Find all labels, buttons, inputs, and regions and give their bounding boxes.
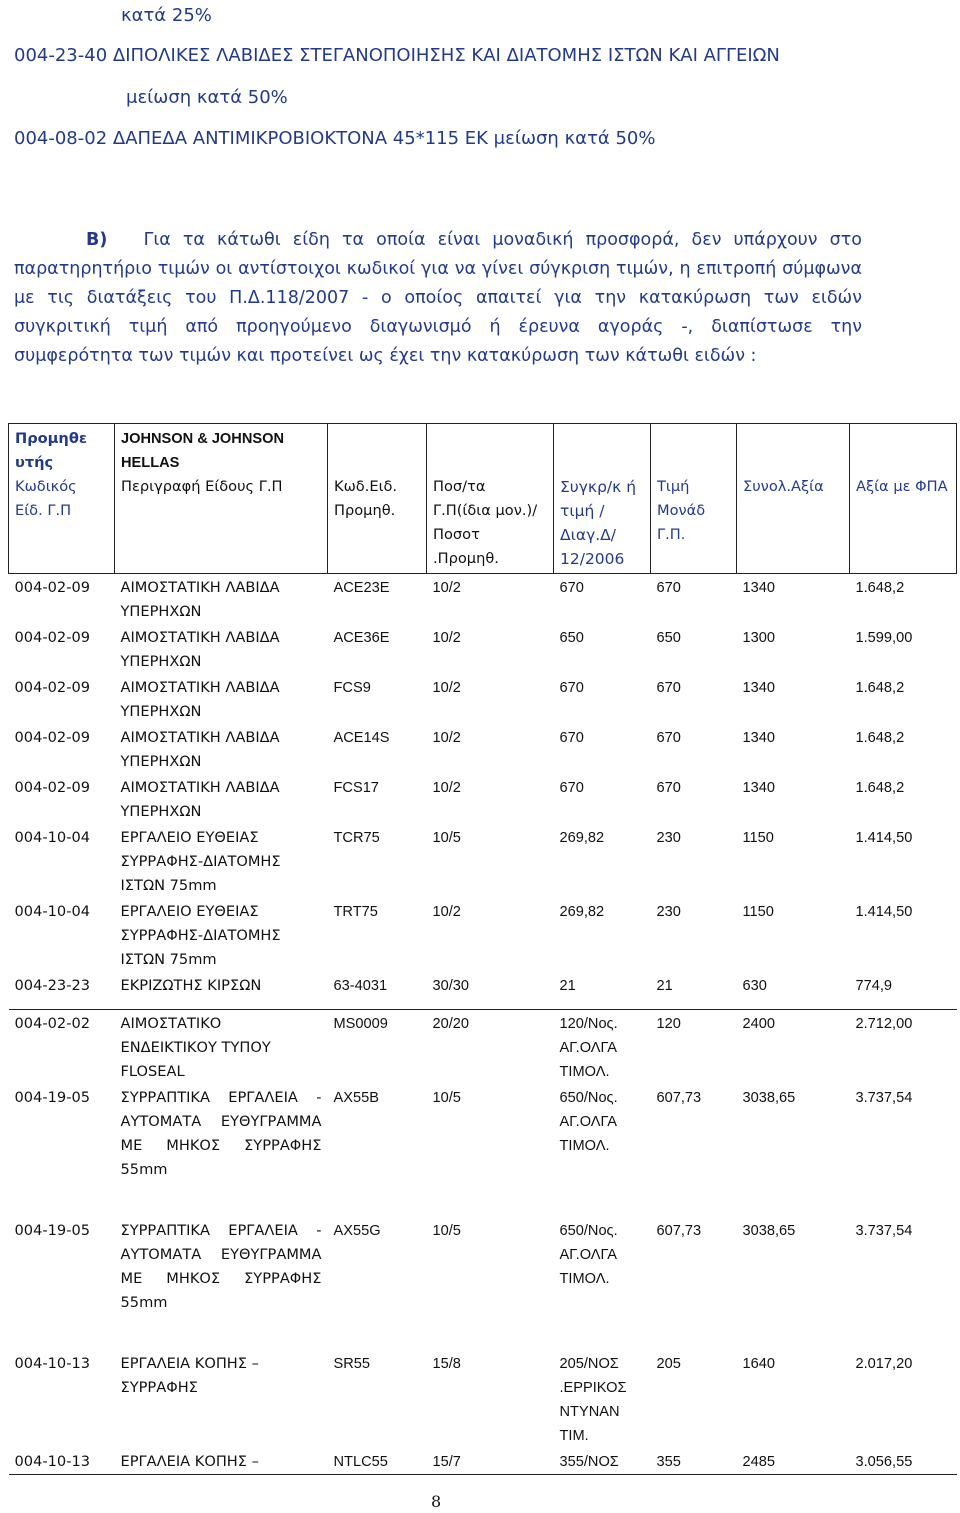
table-cell: 1340 [742, 730, 775, 746]
header-label: Τιμή Μονάδ Γ.Π. [657, 478, 706, 543]
table-cell: 2.017,20 [855, 1355, 913, 1372]
table-cell: NTLC55 [328, 1448, 427, 1475]
table-cell: 670 [559, 580, 584, 596]
table-cell: 10/2 [432, 780, 461, 796]
table-cell: 650/Νος. ΑΓ.ΟΛΓΑ ΤΙΜΟΛ. [559, 1089, 618, 1154]
table-cell: TRT75 [333, 904, 378, 920]
table-cell: TCR75 [333, 830, 380, 846]
table-cell: 230 [656, 904, 681, 920]
table-cell: 20/20 [432, 1015, 470, 1032]
table-cell: 10/2 [432, 680, 461, 696]
table-cell: 269,82 [559, 830, 605, 846]
table-cell: 670 [656, 580, 681, 596]
table-cell: 30/30 [427, 972, 554, 1009]
header-label: Περιγραφή Είδους Γ.Π [121, 478, 283, 495]
table-cell: ACE36E [333, 630, 390, 646]
header-cell [9, 424, 115, 574]
table-cell: ΑΙΜΟΣΤΑΤΙΚΗ ΛΑΒΙΔΑ ΥΠΕΡΗΧΩΝ [120, 779, 280, 820]
table-cell: 15/8 [432, 1355, 461, 1372]
header-label: Κωδ.Ειδ. Προμηθ. [334, 478, 398, 519]
table-row [9, 898, 957, 972]
header-cell [554, 424, 651, 574]
table-cell: FCS9 [333, 680, 371, 696]
table-cell: 670 [656, 680, 681, 696]
table-cell: 2400 [742, 1015, 775, 1032]
table-row [9, 1009, 957, 1084]
table-cell: 004-10-13 [14, 1354, 91, 1372]
header-label: Συνολ.Αξία [743, 478, 824, 495]
table-cell: 004-10-13 [9, 1448, 115, 1475]
table-cell: 004-02-09 [14, 679, 91, 696]
table-cell: MS0009 [333, 1015, 388, 1032]
table-cell: ΕΡΓΑΛΕΙΟ ΕΥΘΕΙΑΣ ΣΥΡΡΑΦΗΣ-ΔΙΑΤΟΜΗΣ ΙΣΤΩΝ 75mm [120, 903, 281, 968]
table-cell: 670 [656, 780, 681, 796]
header-cell [427, 424, 554, 574]
table-cell: 004-02-09 [14, 579, 91, 596]
table-cell: ΣΥΡΡΑΠΤΙΚΑ ΕΡΓΑΛΕΙΑ - ΑΥΤΟΜΑΤΑ ΕΥΘΥΓΡΑΜΜΑ ΜΕ ΜΗΚΟΣ ΣΥΡΡΑΦΗΣ 55mm [120, 1088, 322, 1178]
table-cell: ΕΚΡΙΖΩΤΗΣ ΚΙΡΣΩΝ [115, 972, 328, 1009]
table-cell: 607,73 [656, 1222, 702, 1239]
header-label: Συγκρ/κ ή τιμή /Διαγ.Δ/ 12/2006 [560, 478, 637, 568]
table-cell: ΕΡΓΑΛΕΙΑ ΚΟΠΗΣ – [115, 1448, 328, 1475]
supplier-name: JOHNSON & JOHNSON HELLAS [121, 431, 284, 471]
table-cell: 1340 [742, 580, 775, 596]
table-cell: 650/Νος. ΑΓ.ΟΛΓΑ ΤΙΜΟΛ. [559, 1222, 618, 1287]
table-cell: 1340 [742, 780, 775, 796]
table-cell: 21 [554, 972, 651, 1009]
table-row [9, 1350, 957, 1448]
table-cell: 3.737,54 [855, 1222, 913, 1239]
table-cell: 1.648,2 [855, 580, 905, 596]
table-cell: 21 [651, 972, 737, 1009]
table-row [9, 624, 957, 674]
table-row [9, 574, 957, 625]
table-cell: 670 [559, 780, 584, 796]
table-cell: 1.414,50 [855, 830, 913, 846]
table-cell: 004-10-04 [14, 829, 91, 846]
table-cell: 004-10-04 [14, 903, 91, 920]
table-cell: ΑΙΜΟΣΤΑΤΙΚΗ ΛΑΒΙΔΑ ΥΠΕΡΗΧΩΝ [120, 579, 280, 620]
table-cell: 1.648,2 [855, 780, 905, 796]
table-cell: AX55B [333, 1089, 379, 1106]
table-cell: 004-19-05 [14, 1221, 91, 1239]
table-cell: FCS17 [333, 780, 379, 796]
table-cell: 10/2 [432, 904, 461, 920]
header-cell [328, 424, 427, 574]
table-cell: 1150 [742, 904, 774, 920]
table-cell: 1.414,50 [855, 904, 913, 920]
table-cell: 004-23-23 [9, 972, 115, 1009]
table-cell: 269,82 [559, 904, 605, 920]
table-cell: 004-02-09 [14, 629, 91, 646]
table-row [9, 1448, 957, 1475]
table-cell: 120/Νος. ΑΓ.ΟΛΓΑ ΤΙΜΟΛ. [559, 1015, 618, 1080]
table-cell: 10/2 [432, 580, 461, 596]
table-cell: 1.599,00 [855, 630, 913, 646]
table-cell: ΑΙΜΟΣΤΑΤΙΚΟ ΕΝΔΕΙΚΤΙΚΟΥ ΤΥΠΟΥ FLOSEAL [120, 1014, 271, 1080]
table-cell: SR55 [333, 1355, 371, 1372]
table-cell: ΕΡΓΑΛΕΙΟ ΕΥΘΕΙΑΣ ΣΥΡΡΑΦΗΣ-ΔΙΑΤΟΜΗΣ ΙΣΤΩΝ 75mm [120, 829, 281, 894]
table-cell: 670 [559, 680, 584, 696]
table-cell: 1340 [742, 680, 775, 696]
table-row [9, 724, 957, 774]
table-cell: 1.648,2 [855, 730, 905, 746]
table-cell: 650 [656, 630, 681, 646]
table-row [9, 824, 957, 898]
table-cell: 10/5 [432, 830, 461, 846]
table-cell: ACE14S [333, 730, 390, 746]
paragraph-label: Β) [86, 230, 108, 250]
table-cell: 355/ΝΟΣ [554, 1448, 651, 1475]
items-table [8, 423, 957, 1475]
table-cell: 3.056,55 [850, 1448, 957, 1475]
table-cell: 63-4031 [328, 972, 427, 1009]
header-cell [115, 424, 328, 574]
table-cell: 607,73 [656, 1089, 702, 1106]
table-cell: 004-02-09 [14, 729, 91, 746]
table-cell: 2485 [737, 1448, 850, 1475]
table-cell: 10/2 [432, 630, 461, 646]
table-cell: ΕΡΓΑΛΕΙΑ ΚΟΠΗΣ – ΣΥΡΡΑΦΗΣ [120, 1354, 259, 1396]
table-row [9, 774, 957, 824]
table-cell: 120 [656, 1015, 681, 1032]
table-row [9, 1217, 957, 1350]
table-cell: 205/ΝΟΣ .ΕΡΡΙΚΟΣ ΝΤΥΝΑΝ ΤΙΜ. [559, 1355, 627, 1444]
page-number: 8 [431, 1492, 442, 1511]
table-cell: 355 [651, 1448, 737, 1475]
table-cell: 774,9 [850, 972, 957, 1009]
decision-paragraph [14, 226, 862, 371]
table-cell: 10/5 [432, 1089, 461, 1106]
table-cell: 1300 [742, 630, 775, 646]
table-cell: 1150 [742, 830, 774, 846]
table-cell: 670 [656, 730, 681, 746]
table-row [9, 674, 957, 724]
table-cell: 3038,65 [742, 1222, 796, 1239]
intro-line-4: 004-08-02 ΔΑΠΕΔΑ ΑΝΤΙΜΙΚΡΟΒΙΟΚΤΟΝΑ 45*115 ΕΚ μείωση κατά 50% [14, 128, 656, 149]
table-row [9, 1084, 957, 1217]
table-cell: 15/7 [427, 1448, 554, 1475]
table-cell: ACE23E [333, 580, 390, 596]
header-cell [850, 424, 957, 574]
table-cell: 1640 [742, 1355, 775, 1372]
table-cell: 230 [656, 830, 681, 846]
table-cell: 1.648,2 [855, 680, 905, 696]
table-cell: 630 [737, 972, 850, 1009]
table-cell: 004-19-05 [14, 1088, 91, 1106]
header-label: Αξία με ΦΠΑ [856, 478, 948, 495]
intro-line-3: μείωση κατά 50% [126, 87, 288, 108]
table-cell: AX55G [333, 1222, 381, 1239]
table-cell: 10/5 [432, 1222, 461, 1239]
table-cell: ΑΙΜΟΣΤΑΤΙΚΗ ΛΑΒΙΔΑ ΥΠΕΡΗΧΩΝ [120, 679, 280, 720]
table-cell: 650 [559, 630, 584, 646]
table-cell: ΑΙΜΟΣΤΑΤΙΚΗ ΛΑΒΙΔΑ ΥΠΕΡΗΧΩΝ [120, 729, 280, 770]
table-cell: 205 [656, 1355, 681, 1372]
table-header-row [9, 424, 957, 574]
intro-line-2: 004-23-40 ΔΙΠΟΛΙΚΕΣ ΛΑΒΙΔΕΣ ΣΤΕΓΑΝΟΠΟΙΗΣΗΣ ΚΑΙ ΔΙΑΤΟΜΗΣ ΙΣΤΩΝ ΚΑΙ ΑΓΓΕΙΩΝ [14, 45, 780, 66]
table-cell: 670 [559, 730, 584, 746]
header-cell [737, 424, 850, 574]
table-cell: ΑΙΜΟΣΤΑΤΙΚΗ ΛΑΒΙΔΑ ΥΠΕΡΗΧΩΝ [120, 629, 280, 670]
header-cell [651, 424, 737, 574]
table-cell: 3038,65 [742, 1089, 796, 1106]
table-cell: 10/2 [432, 730, 461, 746]
supplier-label: Προμηθε υτής [15, 430, 87, 471]
table-cell: 3.737,54 [855, 1089, 913, 1106]
table-cell: 2.712,00 [855, 1015, 913, 1032]
table-cell: 004-02-09 [14, 779, 91, 796]
header-label: Ποσ/τα Γ.Π(ίδια μον.)/Ποσοτ .Προμηθ. [433, 478, 538, 567]
paragraph-text: Για τα κάτωθι είδη τα οποία είναι μοναδική προσφορά, δεν υπάρχουν στο παρατηρητήριο τιμών οι αντίστοιχοι κωδικοί για να γίνει σύγκριση τιμών, η επιτροπή σύμφωνα με τις διατάξεις του Π.Δ.118/2007 - ο οποίος απαιτεί για την κατακύρωση των ειδών συγκριτική τιμή από προηγούμενο διαγωνισμό ή έρευνα αγοράς -, διαπίστωσε την συμφερότητα των τιμών και προτείνει ως έχει την κατακύρωση των κάτωθι ειδών : [14, 230, 862, 366]
table-row [9, 972, 957, 1009]
table-cell: ΣΥΡΡΑΠΤΙΚΑ ΕΡΓΑΛΕΙΑ - ΑΥΤΟΜΑΤΑ ΕΥΘΥΓΡΑΜΜΑ ΜΕ ΜΗΚΟΣ ΣΥΡΡΑΦΗΣ 55mm [120, 1221, 322, 1311]
header-label: Κωδικός Είδ. Γ.Π [15, 478, 77, 519]
table-cell: 004-02-02 [14, 1014, 91, 1032]
intro-line-1: κατά 25% [121, 5, 212, 26]
